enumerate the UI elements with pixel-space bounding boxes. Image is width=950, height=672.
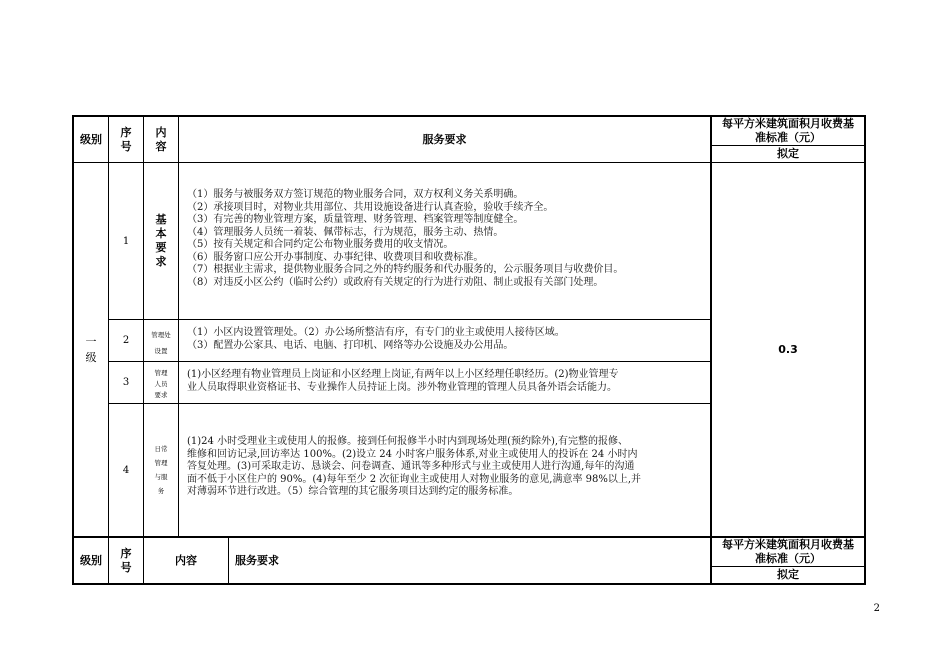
row4-line-5: 对薄弱环节进行改进。（5）综合管理的其它服务项目达到约定的服务标准。 [187,486,519,497]
header-level-text: 级别 [80,132,102,146]
row1-seq-text: 1 [122,235,130,247]
row1-content [144,163,178,319]
row1-requirements [187,189,707,289]
header-seq-text: 序号 [120,125,132,153]
row1-line-5: （5）按有关规定和合同约定公布物业服务费用的收支情况。 [187,239,454,250]
row2-seq-text: 2 [122,335,130,346]
header-fee-title [712,117,864,145]
row2-bottom-border [108,361,710,362]
row4-line-3: 答复处理。(3)可采取走访、恳谈会、问卷调查、通讯等多种形式与业主或使用人进行沟通,每年的沟通 [187,461,635,472]
footer-seq-text: 序号 [120,547,132,574]
footer-content-text: 内容 [175,554,197,567]
header-level [74,117,108,162]
row3-bottom-border [108,403,710,404]
row2-requirements [187,327,707,352]
row4-content-line-2: 管理 [154,458,168,467]
row1-content-text: 基本要求 [155,213,167,268]
header-seq [109,117,143,162]
footer-requirements-text: 服务要求 [235,554,279,567]
row1-seq [109,163,143,319]
row1-line-2: （2）承接项目时，对物业共用部位、共用设施设备进行认真查验，验收手续齐全。 [187,201,554,213]
header-content-text: 内容 [155,125,167,153]
row4-line-2: 维修和回访记录,回访率达 100%。(2)设立 24 小时客户服务体系,对业主或使用人的投诉在 24 小时内 [187,448,638,460]
row1-line-7: （7）根据业主需求，提供物业服务合同之外的特约服务和代办服务的，公示服务项目与收费价目。 [187,264,624,275]
row3-content-line-1: 管理 [154,369,168,377]
footer-level [74,538,108,584]
footer-requirements [235,538,705,584]
row4-content-line-1: 日常 [154,444,168,453]
header-proposed-text: 拟定 [777,147,799,160]
header-requirements-text: 服务要求 [422,132,467,146]
row2-line-2: （3）配置办公家具、电话、电脑、打印机、网络等办公设施及办公用品。 [187,339,514,351]
row2-content [144,320,178,361]
row3-seq [109,362,143,403]
row1-line-6: （6）服务窗口应公开办事制度、办事纪律、收费项目和收费标准。 [187,251,484,263]
col-content-divider [178,115,179,537]
header-content [144,117,178,162]
row1-line-8: （8）对违反小区公约（临时公约）或政府有关规定的行为进行劝阻、制止或报有关部门处理。 [187,276,604,288]
footer-col-content-divider [228,536,229,584]
row1-line-3: （3）有完善的物业管理方案，质量管理、财务管理、档案管理等制度健全。 [187,214,524,225]
level-cell [74,163,108,536]
row4-requirements [187,436,709,499]
row2-content-line-1: 管理处 [151,331,171,339]
row3-content-line-3: 要求 [154,391,168,399]
row3-content-line-2: 人员 [154,380,168,388]
row1-bottom-border [108,319,710,320]
row3-content [144,362,178,403]
fee-value: 0.3 [778,343,798,356]
table-right-border [864,115,866,585]
row4-content-line-4: 务 [157,486,165,495]
page-number: 2 [873,603,880,614]
row3-seq-text: 3 [122,377,130,388]
fee-cell [712,163,864,536]
footer-proposed [712,567,864,583]
row3-line-2: 业人员取得职业资格证书、专业操作人员持证上岗。涉外物业管理的管理人员具备外语会话能力。 [187,381,617,393]
row3-line-1: (1)小区经理有物业管理员上岗证和小区经理上岗证,有两年以上小区经理任职经历。(2)物业管理专 [187,369,619,380]
level-label: 一级 [85,334,97,364]
row2-seq [109,320,143,361]
row2-line-1: （1）小区内设置管理处。（2）办公场所整洁有序，有专门的业主或使用人接待区域。 [187,327,565,338]
row1-line-1: （1）服务与被服务双方签订规范的物业服务合同，双方权利义务关系明确。 [187,189,524,200]
footer-fee-title [712,538,864,566]
row4-seq-text: 4 [122,464,130,476]
row2-content-line-2: 设置 [154,347,168,355]
row1-line-4: （4）管理服务人员统一着装、佩带标志，行为规范，服务主动、热情。 [187,226,504,238]
footer-level-text: 级别 [80,554,102,567]
footer-seq [109,538,143,584]
row3-requirements [187,369,709,394]
row4-line-4: 面不低于小区住户的 90%。(4)每年至少 2 次征询业主或使用人对物业服务的意见,满意率 98%以上,并 [187,473,642,485]
row4-seq [109,404,143,536]
footer-content [144,538,228,584]
header-proposed [712,146,864,162]
row4-line-1: (1)24 小时受理业主或使用人的报修。接到任何报修半小时内到现场处理(预约除外),有完整的报修、 [187,436,629,447]
footer-proposed-text: 拟定 [777,568,799,581]
footer-fee-title-text: 每平方米建筑面积月收费基准标准（元） [722,538,854,565]
header-requirements [179,117,710,162]
row4-content-line-3: 与服 [154,472,168,481]
row4-content [144,404,178,536]
header-fee-title-text: 每平方米建筑面积月收费基准标准（元） [722,117,854,144]
